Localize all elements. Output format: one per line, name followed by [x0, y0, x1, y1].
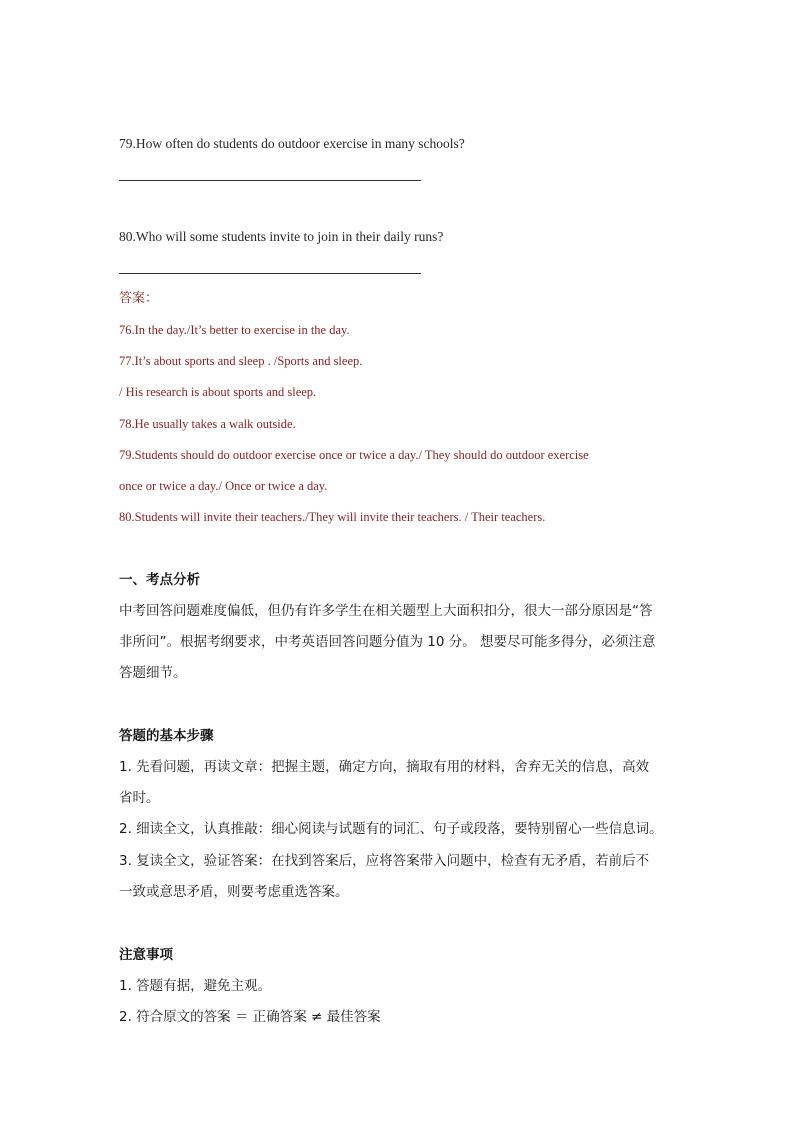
answer-blank-80[interactable]: [119, 273, 421, 274]
answer-77-line-1: 77.It’s about sports and sleep . /Sports and sleep.: [119, 354, 363, 368]
answer-80: 80.Students will invite their teachers./They will invite their teachers. / Their teachers.: [119, 510, 546, 524]
step-1-line-1: 1. 先看问题，再读文章：把握主题，确定方向，摘取有用的材料，舍弃无关的信息，高效: [119, 759, 650, 775]
analysis-heading: 一、考点分析: [119, 572, 200, 588]
answer-77-line-2: / His research is about sports and sleep.: [119, 385, 317, 399]
answer-79-line-1: 79.Students should do outdoor exercise once or twice a day./ They should do outdoor exercise: [119, 448, 589, 462]
answer-79-line-2: once or twice a day./ Once or twice a day.: [119, 479, 328, 493]
step-3-line-1: 3. 复读全文，验证答案：在找到答案后，应将答案带入问题中，检查有无矛盾，若前后不: [119, 853, 650, 869]
question-80: 80.Who will some students invite to join in their daily runs?: [119, 229, 444, 244]
step-1-line-2: 省时。: [119, 790, 160, 806]
question-79: 79.How often do students do outdoor exercise in many schools?: [119, 136, 465, 151]
notes-heading: 注意事项: [119, 947, 173, 963]
answer-78: 78.He usually takes a walk outside.: [119, 417, 296, 431]
step-2: 2. 细读全文，认真推敲：细心阅读与试题有的词汇、句子或段落，要特别留心一些信息词。: [119, 821, 663, 837]
note-1: 1. 答题有据，避免主观。: [119, 978, 272, 994]
steps-heading: 答题的基本步骤: [119, 728, 214, 744]
analysis-paragraph-line-1: 中考回答问题难度偏低，但仍有许多学生在相关题型上大面积扣分，很大一部分原因是“答: [119, 603, 653, 619]
analysis-paragraph-line-3: 答题细节。: [119, 665, 187, 681]
step-3-line-2: 一致或意思矛盾，则要考虑重选答案。: [119, 884, 349, 900]
answers-label: 答案：: [119, 291, 159, 306]
note-2: 2. 符合原文的答案 ＝ 正确答案 ≠ 最佳答案: [119, 1009, 381, 1025]
analysis-paragraph-line-2: 非所问”。根据考纲要求，中考英语回答问题分值为 10 分。 想要尽可能多得分，必须注意: [119, 634, 656, 650]
answer-blank-79[interactable]: [119, 180, 421, 181]
answer-76: 76.In the day./It’s better to exercise in the day.: [119, 323, 350, 337]
